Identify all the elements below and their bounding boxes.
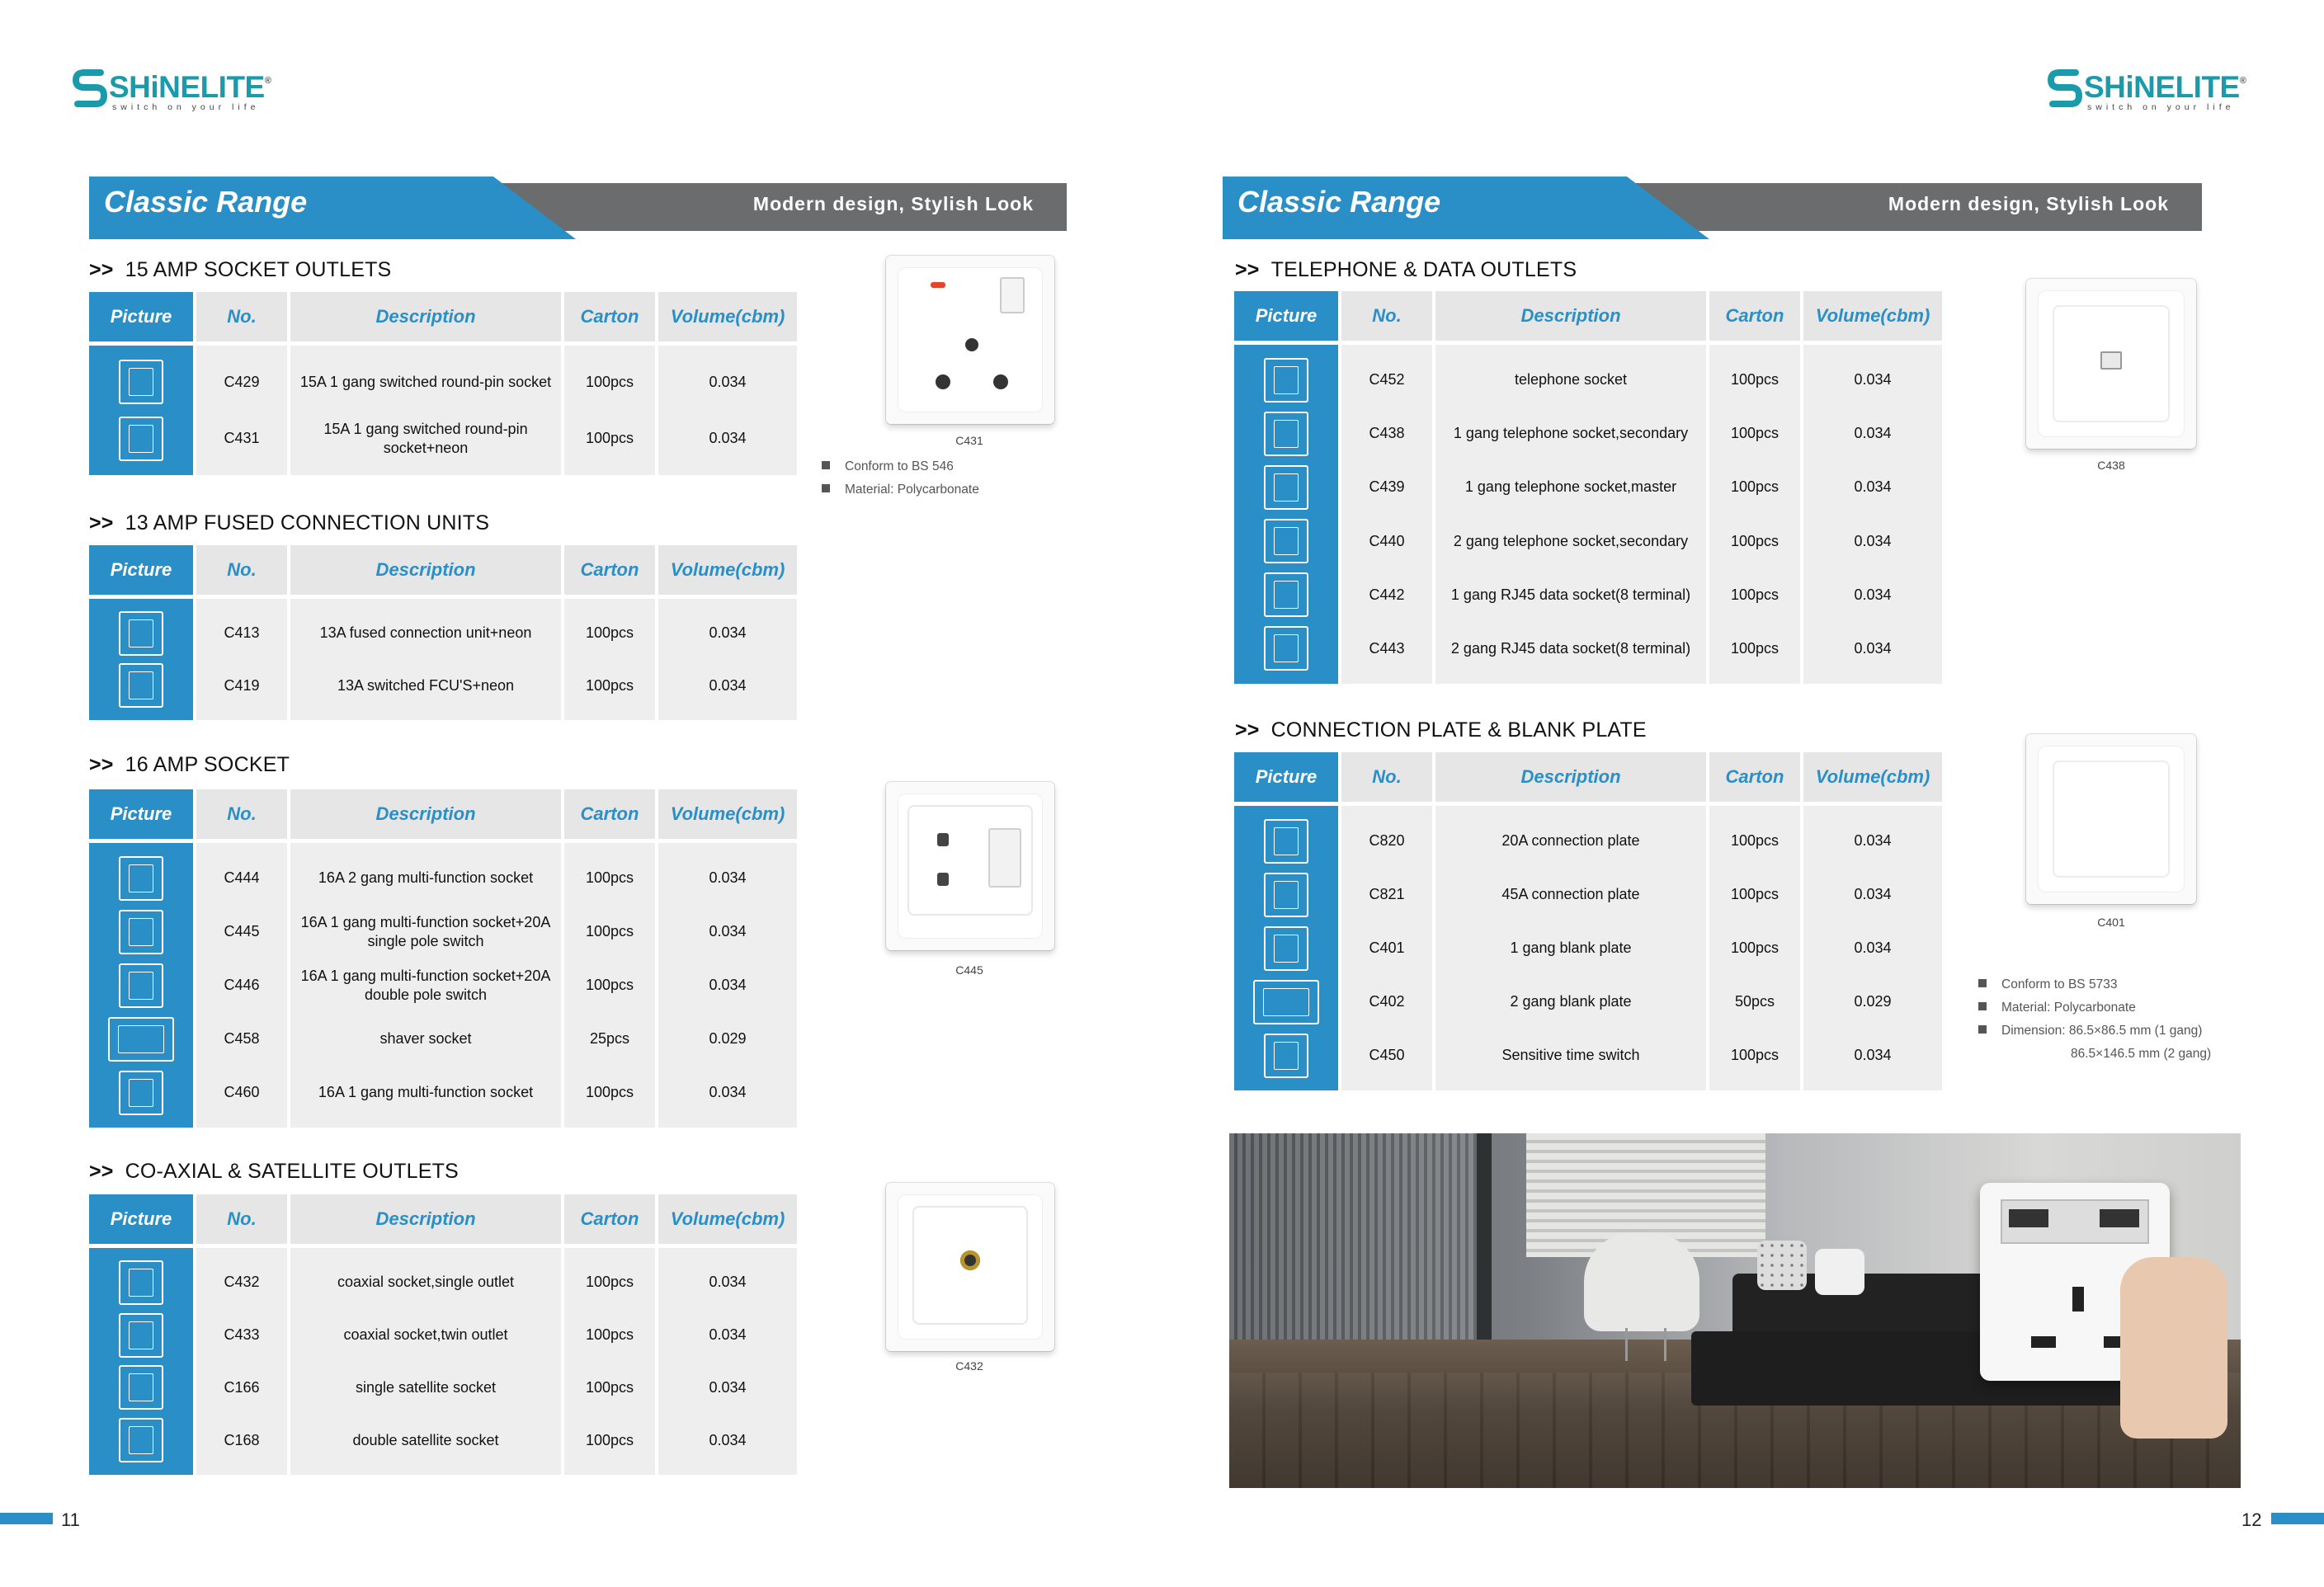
coax-twin-icon [119,1313,163,1358]
cell-no: C413 [224,624,260,642]
cell-carton: 50pcs [1734,993,1775,1010]
cell-no: C429 [224,373,260,390]
column-header-volume: Volume(cbm) [670,306,785,327]
cell-carton: 100pcs [585,977,634,993]
cell-volume: 0.034 [709,923,747,939]
cell-volume: 0.034 [709,1326,747,1344]
product-photo-c445 [886,782,1054,950]
interior-photo [1229,1133,2241,1488]
shaver-socket-icon [108,1017,174,1062]
product-photo-c431 [886,256,1054,424]
column-header-no: No. [227,559,257,580]
cell-desc: 13A switched FCU'S+neon [337,676,515,694]
page-accent-bar [2271,1513,2324,1524]
cell-volume: 0.034 [1854,639,1892,657]
section-title: >> CONNECTION PLATE & BLANK PLATE [1235,718,1647,742]
cell-desc: 15A 1 gang switched round-pin socket+neon [323,420,528,456]
column-header-volume: Volume(cbm) [1815,305,1930,326]
multi-socket-switch-icon [119,910,163,954]
cell-volume: 0.034 [1854,478,1892,496]
cell-volume: 0.034 [1854,832,1892,849]
cell-desc: 13A fused connection unit+neon [319,624,532,642]
cell-volume: 0.034 [1854,532,1892,549]
cell-no: C452 [1369,371,1405,389]
cell-no: C442 [1369,586,1405,603]
cell-desc: 16A 1 gang multi-function socket+20A double pole switch [300,967,551,1003]
cell-volume: 0.034 [709,430,747,447]
banner-left [89,177,1067,239]
column-header-carton: Carton [1725,766,1784,787]
product-caption: C401 [2097,916,2125,929]
page-accent-bar [0,1513,53,1524]
cell-carton: 100pcs [585,1431,634,1448]
column-header-volume: Volume(cbm) [670,803,785,824]
spec-notes: Conform to BS 5733 Material: Polycarbonate Dimension: 86.5×86.5 mm (1 gang) 86.5×146.5 mm (2 gang) [1978,973,2211,1066]
cell-no: C438 [1369,425,1405,442]
cell-desc: 45A connection plate [1501,886,1640,902]
brand-logo: SHiNELITE® switch on your life [73,68,287,117]
tel-secondary-icon [1264,412,1308,456]
blank-plate-2-icon [1253,980,1319,1024]
product-caption: C432 [955,1359,983,1373]
cell-carton: 25pcs [589,1030,630,1047]
column-header-carton: Carton [580,306,639,327]
cell-desc: 2 gang telephone socket,secondary [1453,532,1689,549]
cell-carton: 100pcs [585,624,634,642]
cell-desc: double satellite socket [352,1431,499,1448]
round-pin-socket-icon [119,360,163,404]
multi-socket-2-icon [119,856,163,901]
cell-carton: 100pcs [585,1326,634,1344]
product-table [89,545,797,720]
cell-desc: telephone socket [1514,371,1628,389]
column-header-volume: Volume(cbm) [670,1208,785,1229]
cell-desc: 16A 2 gang multi-function socket [318,869,534,886]
column-header-picture: Picture [89,789,193,839]
cell-volume: 0.034 [709,624,747,642]
cell-no: C440 [1369,532,1405,549]
cell-carton: 100pcs [585,1378,634,1396]
column-header-picture: Picture [89,292,193,341]
product-caption: C438 [2097,459,2125,472]
product-caption: C445 [955,963,983,977]
multi-socket-dp-switch-icon [119,963,163,1008]
column-header-no: No. [1372,305,1402,326]
cell-volume: 0.034 [1854,939,1892,956]
cell-desc: 1 gang telephone socket,master [1464,478,1677,496]
banner-tagline: Modern design, Stylish Look [752,193,1034,214]
cell-desc: shaver socket [379,1030,472,1047]
column-header-description: Description [375,559,476,580]
cell-no: C402 [1369,993,1405,1010]
cell-no: C458 [224,1030,260,1047]
cell-volume: 0.034 [1854,586,1892,603]
column-header-no: No. [227,306,257,327]
column-header-carton: Carton [580,559,639,580]
product-photo-c401 [2026,734,2196,904]
multi-socket-1-icon [119,1071,163,1115]
product-table [89,789,797,1128]
cell-carton: 100pcs [585,923,634,939]
column-header-no: No. [1372,766,1402,787]
cell-desc: single satellite socket [355,1378,497,1396]
cell-volume: 0.034 [709,1274,747,1291]
cell-desc: 15A 1 gang switched round-pin socket [299,373,552,390]
cell-carton: 100pcs [1730,586,1780,603]
cell-desc: coaxial socket,twin outlet [343,1326,508,1344]
cell-no: C431 [224,430,260,447]
fused-unit-icon [119,611,163,656]
product-caption: C431 [955,434,983,447]
product-table [1234,291,1942,684]
cell-no: C821 [1369,886,1405,902]
banner-title: Classic Range [1237,185,1441,219]
column-header-description: Description [375,1208,476,1229]
cell-no: C460 [224,1084,260,1100]
column-header-description: Description [1520,305,1621,326]
cell-carton: 100pcs [1730,532,1780,549]
cell-desc: Sensitive time switch [1501,1047,1640,1063]
cell-carton: 100pcs [1730,832,1780,849]
cell-no: C432 [224,1274,260,1291]
column-header-description: Description [375,306,476,327]
cell-carton: 100pcs [585,676,634,694]
cell-volume: 0.034 [709,373,747,390]
section-title: >> 16 AMP SOCKET [89,753,290,776]
brand-logo: SHiNELITE® switch on your life [2048,68,2262,117]
banner-title: Classic Range [104,185,308,219]
cell-desc: 20A connection plate [1501,832,1640,849]
cell-carton: 100pcs [1730,478,1780,496]
brand-s-icon [2048,68,2082,109]
cell-carton: 100pcs [1730,1047,1780,1063]
cell-carton: 100pcs [1730,886,1780,902]
product-table [1234,752,1942,1090]
column-header-volume: Volume(cbm) [1815,766,1930,787]
cell-volume: 0.034 [709,977,747,993]
column-header-no: No. [227,1208,257,1229]
cell-no: C419 [224,676,260,694]
page-number-left: 11 [61,1509,80,1530]
banner-right [1223,177,2202,239]
blank-plate-1-icon [1264,926,1308,971]
cell-volume: 0.034 [709,1084,747,1100]
brand-name: SHiNELITE [2084,70,2240,104]
cell-volume: 0.034 [709,869,747,886]
tel-2gang-icon [1264,519,1308,563]
section-title: >> CO-AXIAL & SATELLITE OUTLETS [89,1160,459,1183]
column-header-carton: Carton [1725,305,1784,326]
switched-fcu-icon [119,663,163,708]
cell-carton: 100pcs [585,1274,634,1291]
telephone-socket-icon [1264,358,1308,403]
cell-no: C166 [224,1378,260,1396]
cell-no: C401 [1369,939,1405,956]
cell-desc: 1 gang RJ45 data socket(8 terminal) [1450,586,1691,603]
cell-no: C168 [224,1431,260,1448]
round-pin-socket-neon-icon [119,417,163,461]
cell-carton: 100pcs [585,430,634,447]
cell-carton: 100pcs [1730,639,1780,657]
brand-tagline: switch on your life [2087,102,2235,112]
column-header-picture: Picture [1234,752,1338,802]
cell-volume: 0.034 [1854,1047,1892,1063]
cell-desc: 2 gang blank plate [1510,993,1632,1010]
cell-desc: 16A 1 gang multi-function socket [318,1084,534,1100]
column-header-picture: Picture [89,545,193,595]
brand-s-icon [73,68,107,109]
banner-tagline: Modern design, Stylish Look [1888,193,2169,214]
column-header-description: Description [375,803,476,824]
cell-desc: 2 gang RJ45 data socket(8 terminal) [1450,639,1691,657]
column-header-carton: Carton [580,803,639,824]
cell-no: C445 [224,923,260,939]
brand-tagline: switch on your life [112,102,260,112]
time-switch-icon [1264,1034,1308,1078]
connection-plate-20a-icon [1264,819,1308,864]
cell-desc: 1 gang blank plate [1510,939,1632,956]
cell-volume: 0.034 [709,1378,747,1396]
product-photo-c432 [886,1183,1054,1351]
section-title: >> TELEPHONE & DATA OUTLETS [1235,258,1577,281]
cell-carton: 100pcs [1730,425,1780,442]
cell-carton: 100pcs [1730,939,1780,956]
column-header-no: No. [227,803,257,824]
cell-desc: 16A 1 gang multi-function socket+20A single pole switch [300,913,551,949]
cell-desc: 1 gang telephone socket,secondary [1453,425,1689,442]
cell-volume: 0.034 [1854,371,1892,389]
product-photo-c438 [2026,279,2196,449]
rj45-1gang-icon [1264,572,1308,617]
cell-no: C444 [224,869,260,886]
cell-carton: 100pcs [585,373,634,390]
cell-no: C433 [224,1326,260,1344]
column-header-picture: Picture [1234,291,1338,341]
page-number-right: 12 [2242,1509,2262,1530]
spec-notes: Conform to BS 546 Material: Polycarbonate [822,455,979,502]
cell-no: C820 [1369,832,1405,849]
column-header-carton: Carton [580,1208,639,1229]
cell-no: C443 [1369,639,1405,657]
cell-carton: 100pcs [585,1084,634,1100]
cell-volume: 0.029 [1854,993,1892,1010]
cell-carton: 100pcs [585,869,634,886]
cell-volume: 0.034 [1854,425,1892,442]
cell-no: C450 [1369,1047,1405,1063]
product-table [89,292,797,475]
satellite-single-icon [119,1365,163,1410]
cell-volume: 0.034 [709,1431,747,1448]
cell-no: C439 [1369,478,1405,496]
column-header-description: Description [1520,766,1621,787]
product-table [89,1194,797,1475]
brand-name: SHiNELITE [109,70,265,104]
cell-volume: 0.029 [709,1030,747,1047]
cell-volume: 0.034 [1854,886,1892,902]
section-title: >> 15 AMP SOCKET OUTLETS [89,258,392,281]
rj45-2gang-icon [1264,626,1308,671]
cell-no: C446 [224,977,260,993]
coax-single-icon [119,1260,163,1305]
cell-desc: coaxial socket,single outlet [337,1274,515,1291]
column-header-picture: Picture [89,1194,193,1244]
satellite-double-icon [119,1418,163,1462]
cell-volume: 0.034 [709,676,747,694]
section-title: >> 13 AMP FUSED CONNECTION UNITS [89,511,490,534]
column-header-volume: Volume(cbm) [670,559,785,580]
tel-master-icon [1264,465,1308,510]
connection-plate-45a-icon [1264,873,1308,917]
cell-carton: 100pcs [1730,371,1780,389]
